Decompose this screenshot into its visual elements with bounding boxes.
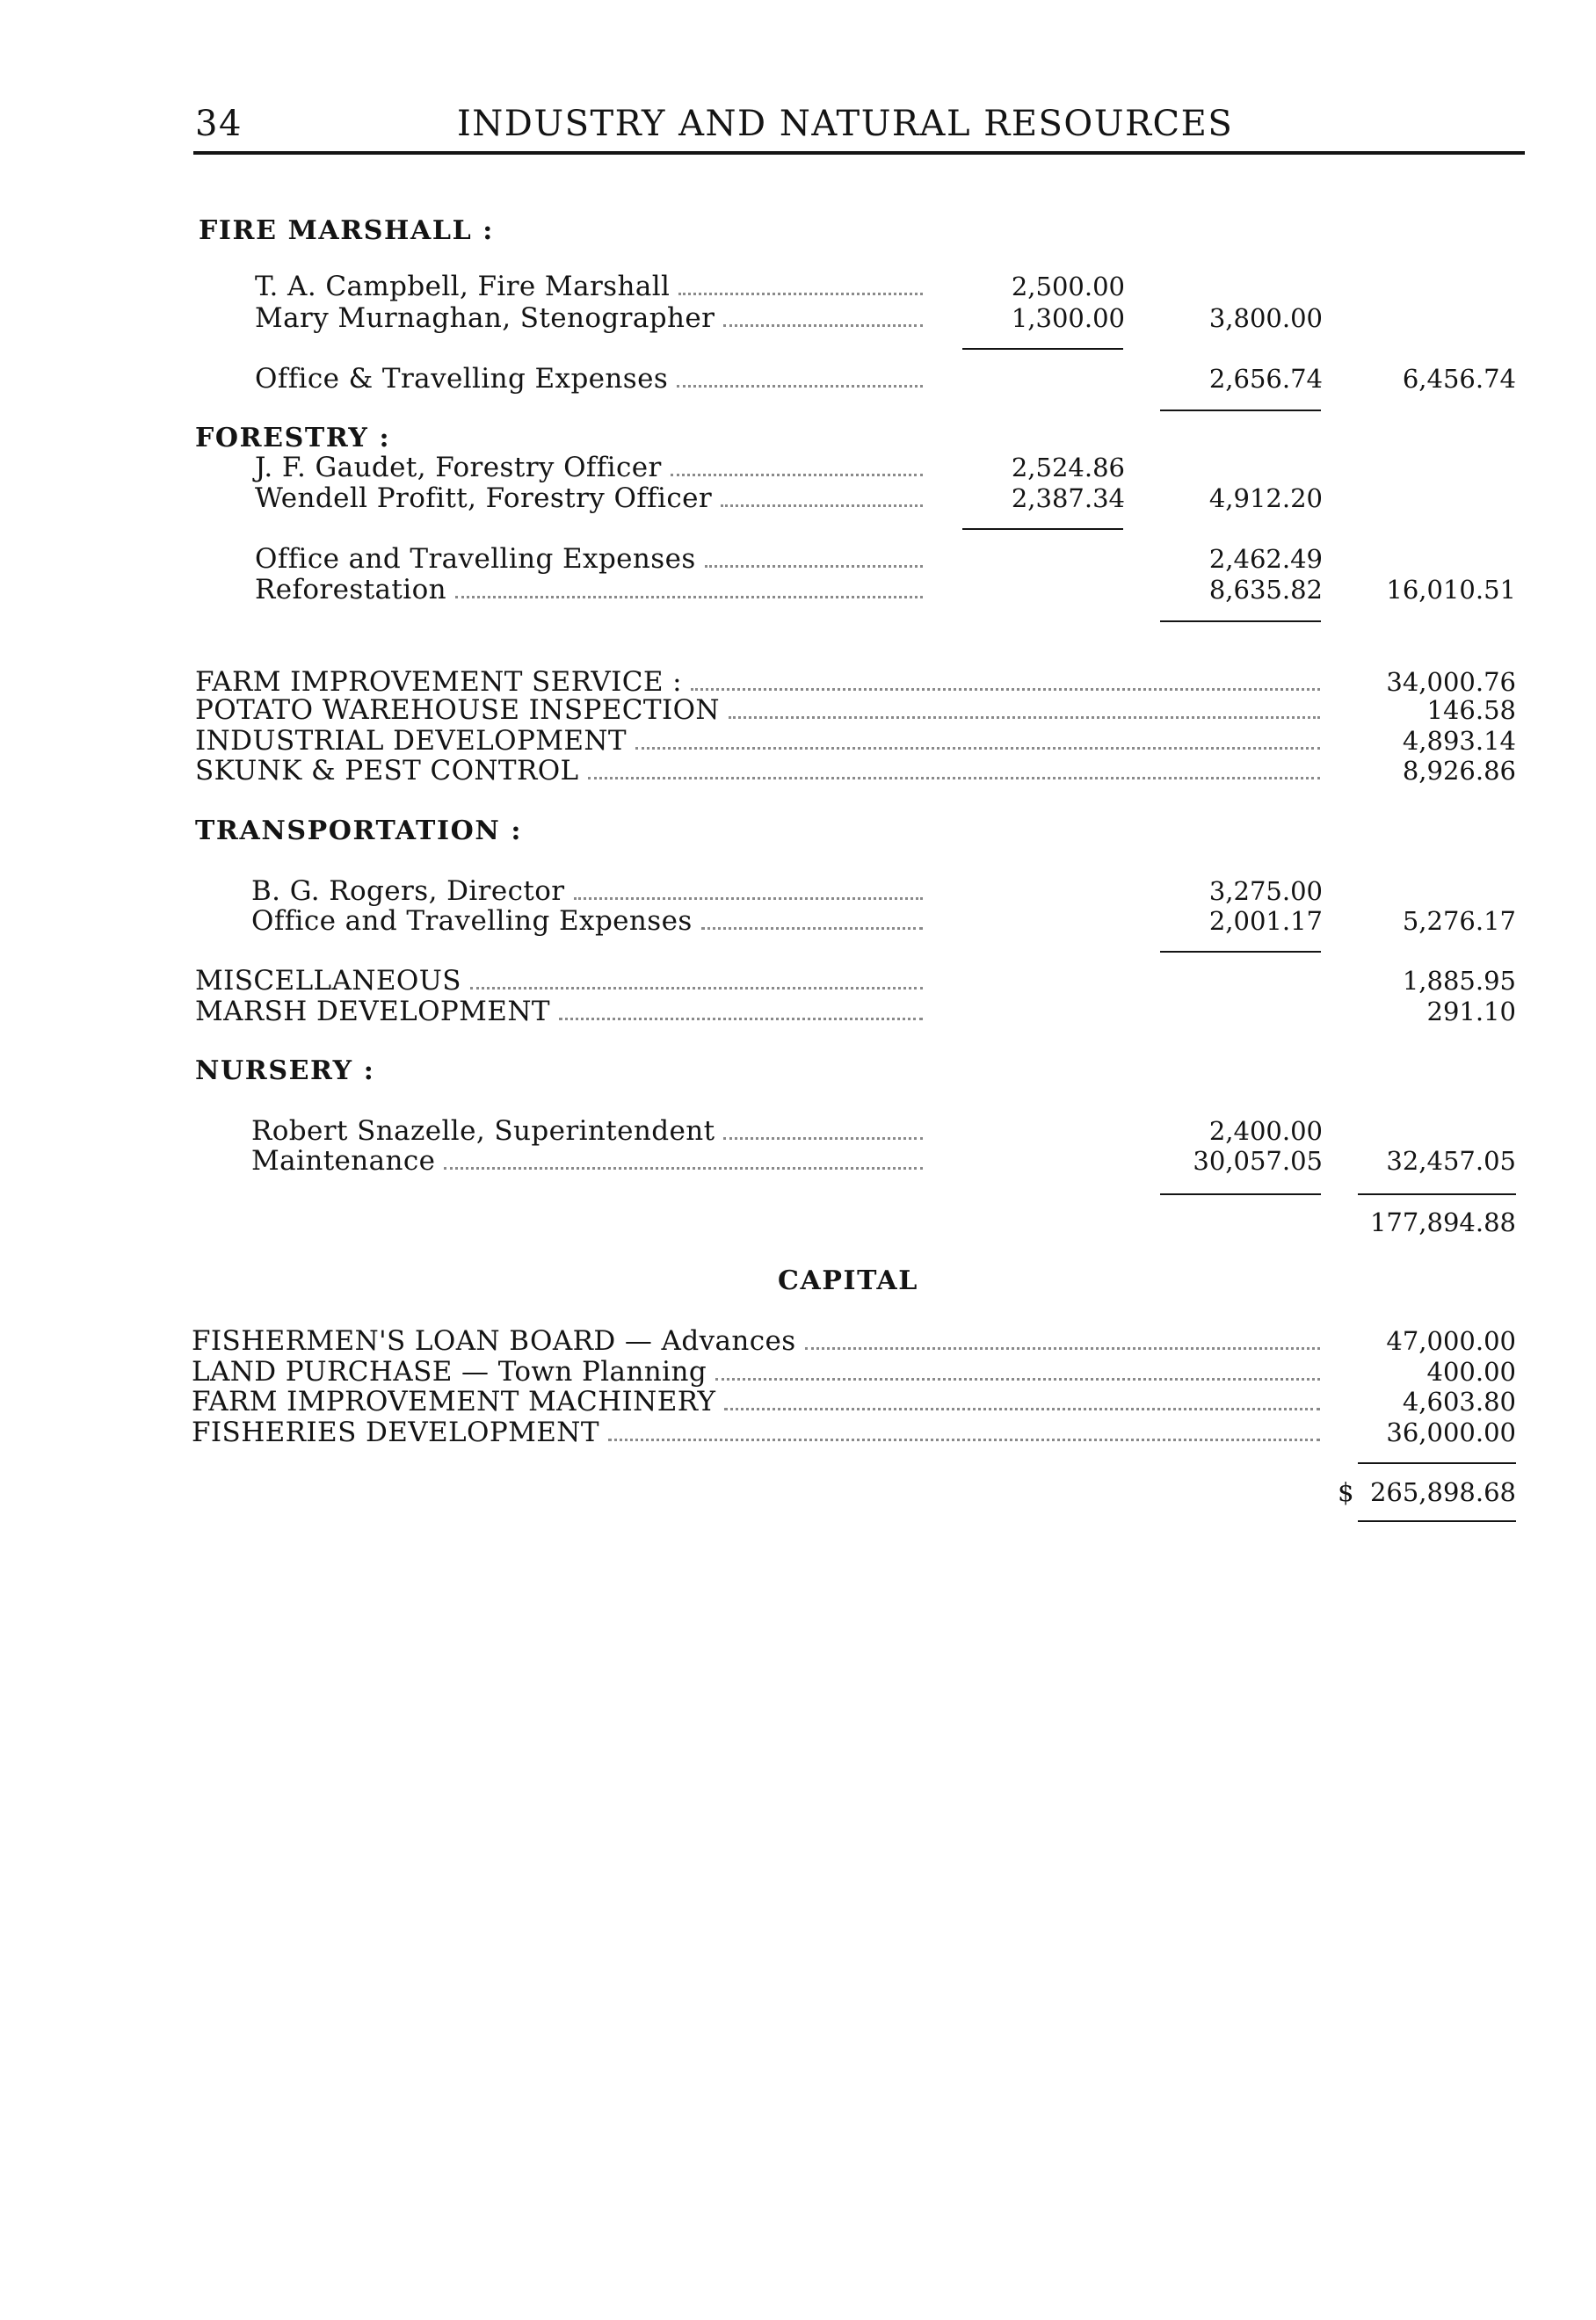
table-row: [0, 755, 1596, 787]
leader-dots: [559, 1018, 923, 1020]
leader-dots: [635, 747, 1320, 750]
amount-col3: 4,603.80: [1402, 1387, 1516, 1417]
subtotal-rule: [1160, 620, 1321, 622]
table-row: [0, 1417, 1596, 1448]
row-label: INDUSTRIAL DEVELOPMENT: [195, 725, 628, 757]
row-label: FARM IMPROVEMENT SERVICE :: [195, 666, 683, 698]
amount-col3: 8,926.86: [1402, 756, 1516, 786]
row-label: T. A. Campbell, Fire Marshall: [255, 271, 671, 302]
row-label: B. G. Rogers, Director: [251, 875, 565, 907]
amount-col3: 5,276.17: [1402, 906, 1516, 936]
leader-dots: [724, 1408, 1320, 1410]
amount-col3: 1,885.95: [1402, 966, 1516, 996]
total-double-rule: [1358, 1520, 1516, 1522]
amount-col3: 36,000.00: [1386, 1417, 1516, 1447]
leader-dots: [705, 565, 923, 568]
header-rule: [193, 151, 1525, 155]
leader-dots: [723, 324, 923, 327]
row-label: Wendell Profitt, Forestry Officer: [255, 482, 713, 514]
amount-col3: 291.10: [1426, 997, 1516, 1026]
row-label: Robert Snazelle, Superintendent: [251, 1115, 715, 1147]
subtotal-row: [0, 1207, 1596, 1238]
row-label: SKUNK & PEST CONTROL: [195, 755, 579, 787]
leader-dots: [701, 927, 923, 930]
page-number: 34: [195, 104, 243, 144]
table-row: [0, 543, 1596, 575]
amount-col3: 6,456.74: [1402, 364, 1516, 394]
table-row: [0, 1386, 1596, 1417]
grand-total-row: [0, 1476, 1596, 1508]
amount-col1: 2,500.00: [1011, 272, 1125, 301]
leader-dots: [678, 293, 923, 295]
subtotal-amount: 177,894.88: [1369, 1207, 1516, 1237]
leader-dots: [721, 504, 923, 507]
table-row: [0, 1325, 1596, 1357]
amount-col2: 2,462.49: [1208, 544, 1323, 574]
leader-dots: [608, 1439, 1320, 1441]
amount-col1: 2,387.34: [1011, 483, 1125, 513]
amount-col3: 34,000.76: [1386, 667, 1516, 697]
amount-col2: 8,635.82: [1208, 575, 1323, 605]
row-label: LAND PURCHASE — Town Planning: [192, 1356, 707, 1388]
subtotal-rule: [1160, 410, 1321, 411]
row-label: FISHERMEN'S LOAN BOARD — Advances: [192, 1325, 796, 1357]
amount-col3: 146.58: [1426, 695, 1516, 725]
table-row: [0, 574, 1596, 605]
table-row: [0, 694, 1596, 726]
row-label: MISCELLANEOUS: [195, 965, 461, 997]
subtotal-rule: [962, 348, 1123, 350]
row-label: Maintenance: [251, 1145, 436, 1177]
amount-col1: 1,300.00: [1011, 303, 1125, 333]
amount-col3: 4,893.14: [1402, 726, 1516, 756]
row-label: POTATO WAREHOUSE INSPECTION: [195, 694, 720, 726]
table-row: [0, 482, 1596, 514]
leader-dots: [574, 897, 923, 900]
fire-marshall-heading: FIRE MARSHALL :: [199, 215, 494, 246]
amount-col3: 47,000.00: [1386, 1326, 1516, 1356]
subtotal-rule: [962, 528, 1123, 530]
leader-dots: [691, 688, 1320, 691]
amount-col2: 4,912.20: [1208, 483, 1323, 513]
amount-col2: 2,656.74: [1208, 364, 1323, 394]
amount-col2: 3,275.00: [1208, 876, 1323, 906]
table-row: [0, 666, 1596, 698]
leader-dots: [723, 1137, 923, 1140]
amount-col1: 2,524.86: [1011, 453, 1125, 482]
table-row: [0, 1145, 1596, 1177]
row-label: Mary Murnaghan, Stenographer: [255, 302, 715, 334]
table-row: [0, 302, 1596, 334]
leader-dots: [715, 1378, 1320, 1381]
leader-dots: [677, 385, 923, 388]
table-row: [0, 452, 1596, 483]
row-label: Office and Travelling Expenses: [255, 543, 696, 575]
table-row: [0, 996, 1596, 1027]
row-label: Office & Travelling Expenses: [255, 363, 669, 395]
table-row: [0, 363, 1596, 395]
amount-col3: 400.00: [1426, 1357, 1516, 1387]
amount-col3: 32,457.05: [1386, 1146, 1516, 1176]
amount-col2: 2,400.00: [1208, 1116, 1323, 1146]
row-label: FISHERIES DEVELOPMENT: [192, 1417, 599, 1448]
amount-col2: 30,057.05: [1193, 1146, 1323, 1176]
row-label: J. F. Gaudet, Forestry Officer: [255, 452, 662, 483]
table-row: [0, 905, 1596, 937]
leader-dots: [805, 1347, 1320, 1350]
row-label: Office and Travelling Expenses: [251, 905, 693, 937]
nursery-heading: NURSERY :: [195, 1055, 375, 1086]
leader-dots: [588, 777, 1320, 779]
row-label: Reforestation: [255, 574, 447, 605]
page-title: INDUSTRY AND NATURAL RESOURCES: [457, 104, 1234, 144]
leader-dots: [455, 596, 923, 598]
table-row: [0, 1356, 1596, 1388]
leader-dots: [470, 987, 923, 990]
table-row: [0, 875, 1596, 907]
leader-dots: [444, 1167, 923, 1170]
amount-col2: 3,800.00: [1208, 303, 1323, 333]
table-row: [0, 271, 1596, 302]
amount-col2: 2,001.17: [1208, 906, 1323, 936]
row-label: MARSH DEVELOPMENT: [195, 996, 550, 1027]
subtotal-rule: [1160, 1193, 1321, 1195]
subtotal-rule: [1160, 951, 1321, 953]
amount-col3: 16,010.51: [1386, 575, 1516, 605]
row-label: FARM IMPROVEMENT MACHINERY: [192, 1386, 716, 1417]
table-row: [0, 965, 1596, 997]
forestry-heading: FORESTRY :: [195, 423, 391, 453]
leader-dots: [671, 474, 923, 476]
table-row: [0, 1115, 1596, 1147]
grand-total-amount: $ 265,898.68: [1338, 1477, 1516, 1507]
transportation-heading: TRANSPORTATION :: [195, 816, 523, 846]
capital-heading: CAPITAL: [778, 1265, 918, 1296]
total-rule: [1358, 1462, 1516, 1464]
subtotal-rule: [1358, 1193, 1516, 1195]
table-row: [0, 725, 1596, 757]
leader-dots: [729, 716, 1320, 719]
